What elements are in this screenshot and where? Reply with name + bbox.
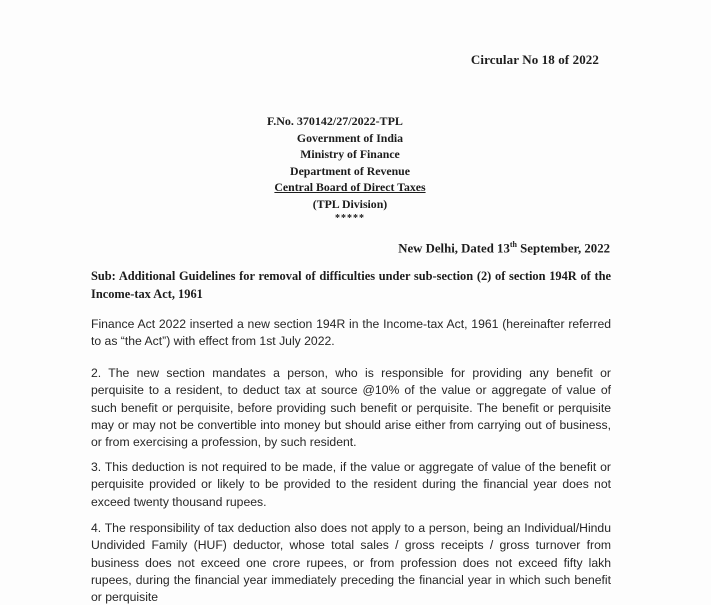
date-prefix: New Delhi, Dated 13 <box>398 241 510 256</box>
paragraph-2: 2. The new section mandates a person, who is responsible for providing any benefit or perquisite to a resident, to deduct tax at source @10% of the value or aggregate of value of such benefit or perquisite, before providing such benefit or perquisite. The benefit or perquisite may or may not be convertible into money but should arise either from carrying out of business, or from exercising a profession, by such resident. <box>91 366 611 450</box>
department-line: Department of Revenue <box>290 163 410 178</box>
date-ordinal-suffix: th <box>509 240 517 249</box>
ministry-line: Ministry of Finance <box>300 147 400 162</box>
paragraph-intro: Finance Act 2022 inserted a new section 194R in the Income-tax Act, 1961 (hereinafter referred to as “the Act”) with effect from 1st July 2022. <box>91 317 611 349</box>
circular-number: Circular No 18 of 2022 <box>470 52 599 67</box>
file-number: F.No. 370142/27/2022-TPL <box>267 114 403 128</box>
paragraph-4: 4. The responsibility of tax deduction also does not apply to a person, being an Individual/Hindu Undivided Family (HUF) deductor, whose total sales / gross receipts / gross turnover from business does not exceed one crore rupees, or from profession does not exceed fifty lakh rupees, during the financial year immediately preceding the financial year in which such benefit or perquisite <box>91 521 611 605</box>
division-line: (TPL Division) <box>312 196 388 211</box>
subject-line: Sub: Additional Guidelines for removal of difficulties under sub-section (2) of section 194R of the Income-tax Act, 1961 <box>91 269 611 301</box>
board-line: Central Board of Direct Taxes <box>274 180 426 195</box>
paragraph-3: 3. This deduction is not required to be made, if the value or aggregate of value of the benefit or perquisite provided or likely to be provided to the resident during the financial year does not exceed twenty thousand rupees. <box>91 460 611 509</box>
place-and-date <box>398 240 610 256</box>
government-line: Government of India <box>296 130 404 145</box>
separator-stars: ***** <box>335 212 365 224</box>
document-header <box>250 113 450 225</box>
date-suffix: September, 2022 <box>516 241 610 256</box>
